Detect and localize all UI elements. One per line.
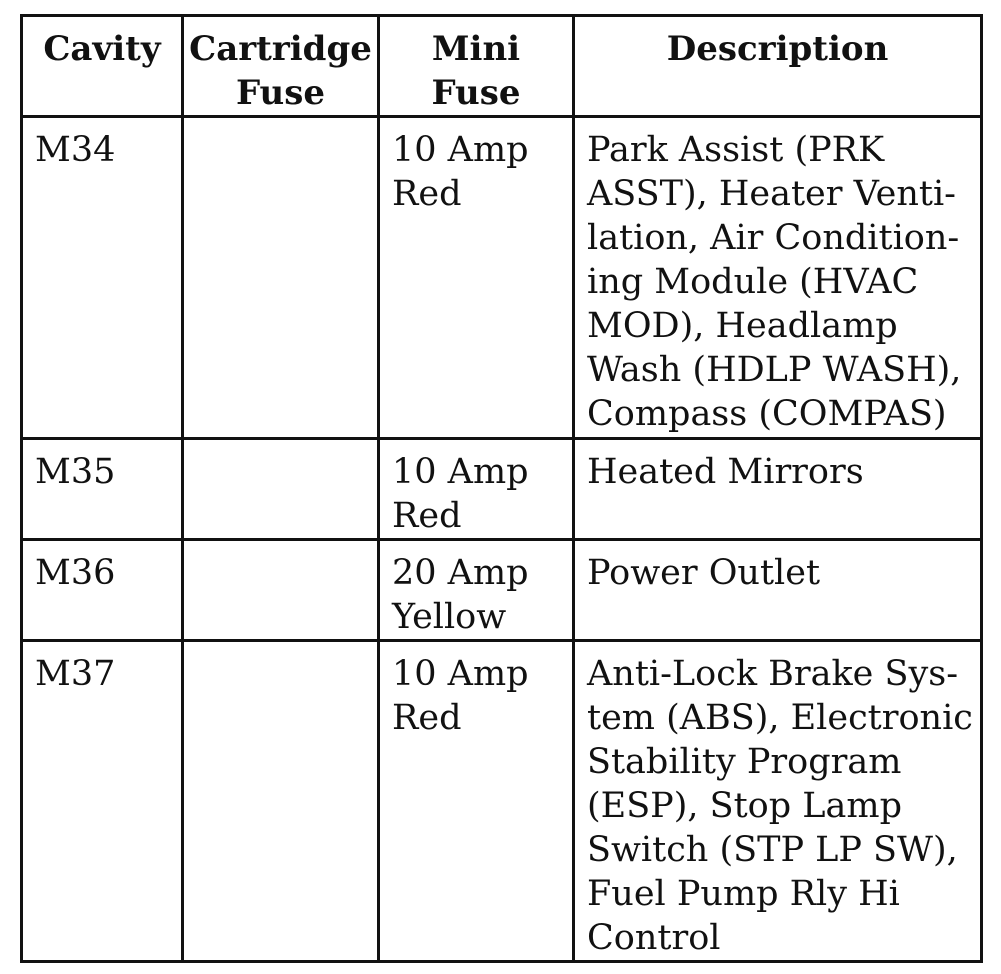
cavity-cell: M37 [22,641,183,962]
cartridge-fuse-cell [183,439,379,540]
table-row [22,117,982,439]
header-description: Description [574,16,982,117]
cavity-cell: M35 [22,439,183,540]
cartridge-fuse-cell [183,540,379,641]
description-cell: Heated Mirrors [574,439,982,540]
description-cell: Park Assist (PRK ASST), Heater Venti- lation, Air Condition- ing Module (HVAC MOD), Headlamp Wash (HDLP WASH), Compass (COMPAS) [574,117,982,439]
cartridge-fuse-cell [183,117,379,439]
table-row [22,540,982,641]
cavity-cell: M36 [22,540,183,641]
description-cell: Power Outlet [574,540,982,641]
header-row [22,16,982,117]
header-mini-fuse: Mini Fuse [379,16,574,117]
cavity-cell: M34 [22,117,183,439]
header-cavity: Cavity [22,16,183,117]
table-row [22,439,982,540]
mini-fuse-cell: 10 Amp Red [379,641,574,962]
description-cell: Anti-Lock Brake Sys- tem (ABS), Electronic Stability Program (ESP), Stop Lamp Switch (STP LP SW), Fuel Pump Rly Hi Control [574,641,982,962]
mini-fuse-cell: 10 Amp Red [379,439,574,540]
table-row [22,641,982,962]
mini-fuse-cell: 20 Amp Yellow [379,540,574,641]
fuse-table [20,14,983,963]
header-cartridge-fuse: Cartridge Fuse [183,16,379,117]
cartridge-fuse-cell [183,641,379,962]
mini-fuse-cell: 10 Amp Red [379,117,574,439]
